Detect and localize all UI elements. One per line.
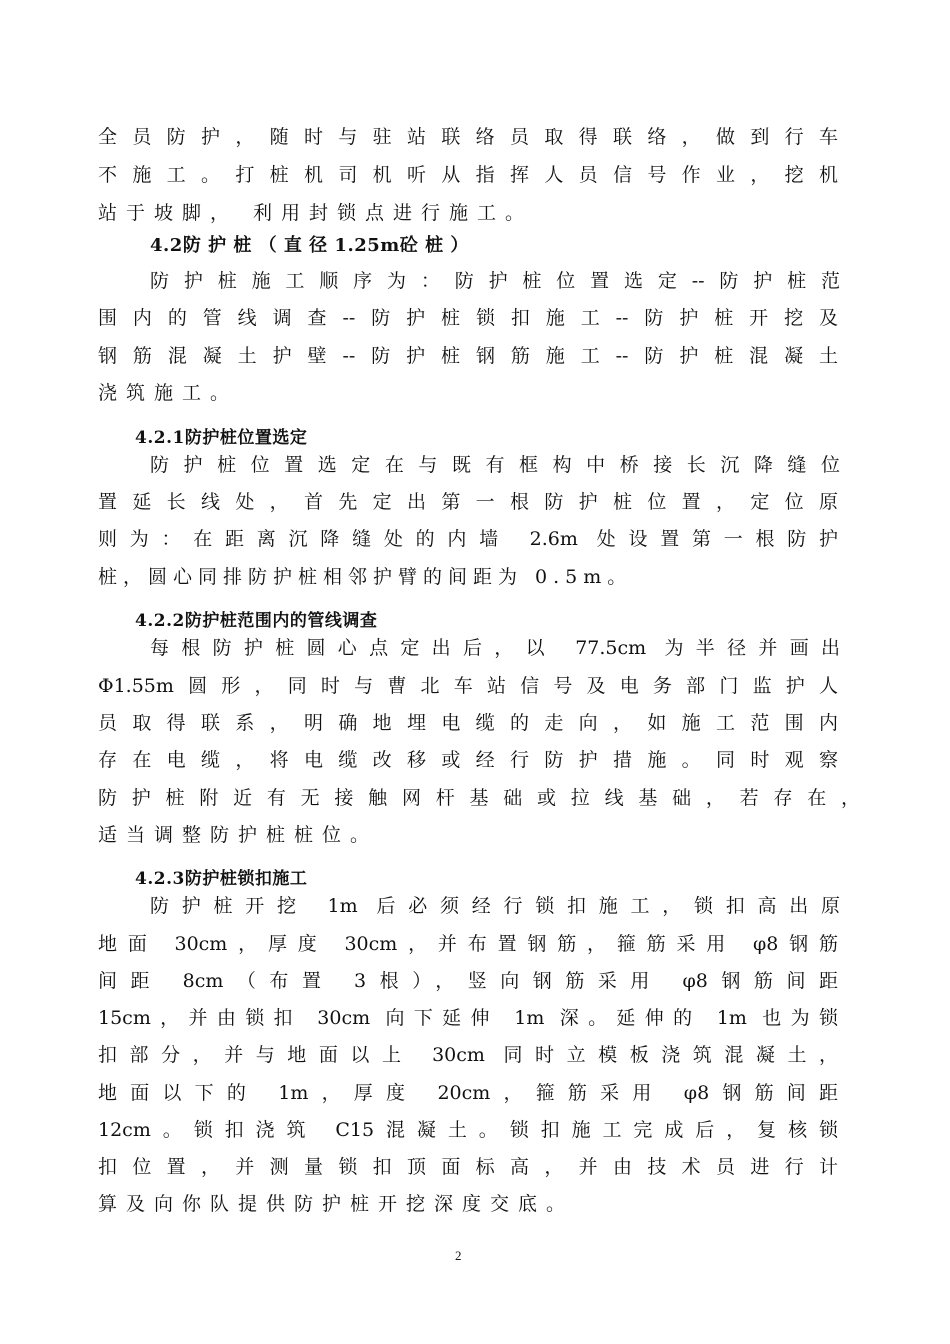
paragraph-line: 不施工。打桩机司机听从指挥人员信号作业，挖机 [98,164,838,186]
paragraph-line: 间距 8cm（布置 3根），竖向钢筋采用 φ8钢筋间距 [98,970,838,992]
paragraph-line: 防护桩附近有无接触网杆基础或拉线基础，若存在， [98,787,860,809]
paragraph-line: 浇筑施工。 [98,382,239,404]
paragraph-line: 15cm，并由锁扣 30cm 向下延伸 1m 深。延伸的 1m 也为锁 [98,1007,838,1029]
paragraph-line: 算及向你队提供防护桩开挖深度交底。 [98,1193,575,1215]
paragraph-line: 每根防护桩圆心点定出后，以 77.5cm 为半径并画出 [150,637,840,659]
paragraph-line: Φ1.55m圆形，同时与曹北车站信号及电务部门监护人 [98,675,838,697]
paragraph-line: 防护桩开挖 1m 后必须经行锁扣施工，锁扣高出原 [150,895,840,917]
paragraph-line: 防护桩位置选定在与既有框构中桥接长沉降缝位 [150,454,840,476]
paragraph-line: 围内的管线调查--防护桩锁扣施工--防护桩开挖及 [98,307,838,329]
paragraph-line: 地面以下的 1m，厚度 20cm，箍筋采用 φ8钢筋间距 [98,1082,838,1104]
paragraph-line: 置延长线处，首先定出第一根防护桩位置，定位原 [98,491,838,513]
paragraph-line: 12cm。锁扣浇筑 C15混凝土。锁扣施工完成后，复核锁 [98,1119,838,1141]
paragraph-line: 站于坡脚， 利用封锁点进行施工。 [98,202,534,224]
paragraph-line: 适当调整防护桩桩位。 [98,824,379,846]
paragraph-line: 员取得联系，明确地埋电缆的走向，如施工范围内 [98,712,838,734]
section-heading: 4.2防 护 桩 （ 直 径 1.25m砼 桩 ） [150,235,469,256]
paragraph-line: 扣部分，并与地面以上 30cm 同时立模板浇筑混凝土， [98,1044,838,1066]
paragraph-line: 全员防护，随时与驻站联络员取得联络，做到行车 [98,126,838,148]
paragraph-line: 则为：在距离沉降缝处的内墙 2.6m 处设置第一根防护 [98,528,838,550]
section-heading: 4.2.2防护桩范围内的管线调查 [135,611,378,631]
paragraph-line: 钢筋混凝土护壁--防护桩钢筋施工--防护桩混凝土 [98,345,838,367]
page-number: 2 [455,1248,462,1263]
paragraph-line: 桩，圆心同排防护桩相邻护臂的间距为 0.5m。 [98,566,633,588]
paragraph-line: 存在电缆，将电缆改移或经行防护措施。同时观察 [98,749,838,771]
paragraph-line: 地面 30cm，厚度 30cm，并布置钢筋，箍筋采用 φ8钢筋 [98,933,838,955]
paragraph-line: 扣位置，并测量锁扣顶面标高，并由技术员进行计 [98,1156,838,1178]
section-heading: 4.2.1防护桩位置选定 [135,428,308,448]
section-heading: 4.2.3防护桩锁扣施工 [135,869,308,889]
paragraph-line: 防护桩施工顺序为：防护桩位置选定--防护桩范 [150,270,840,292]
